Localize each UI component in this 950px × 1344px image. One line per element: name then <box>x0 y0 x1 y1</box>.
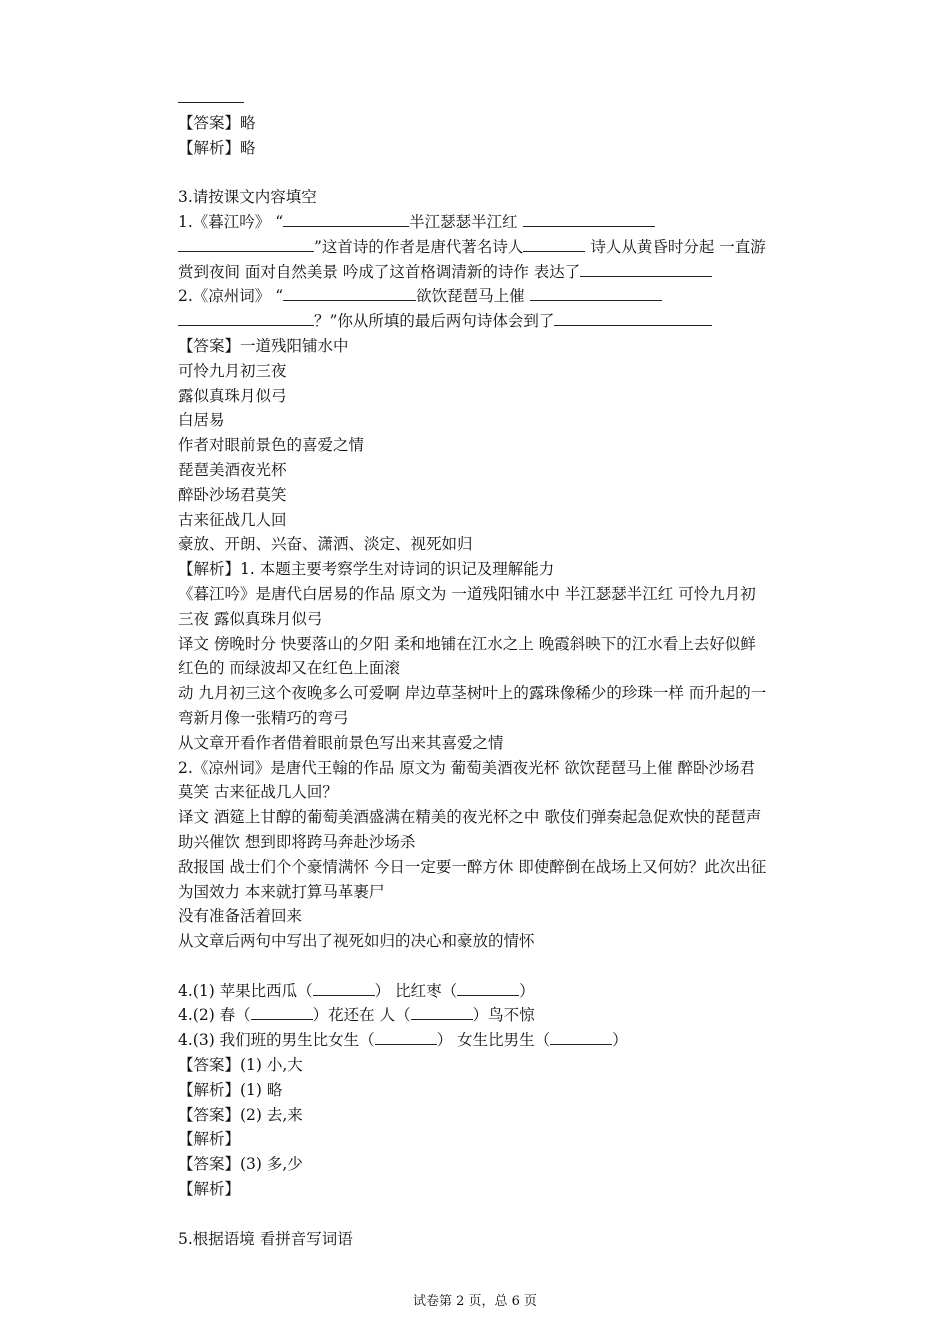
q4-line2: 4.(2) 春（ ）花还在 人（ ）鸟不惊 <box>178 1003 818 1028</box>
q4-item: 【答案】(1) 小,大 <box>178 1056 303 1075</box>
q3-analysis: 莫笑 古来征战几人回？ <box>178 783 338 802</box>
q3-line3: 赏到夜间 面对自然美景 吟成了这首格调清新的诗作 表达了 <box>178 260 818 285</box>
q3-answer: 白居易 <box>178 411 225 430</box>
document-page <box>178 86 818 1251</box>
q3-analysis: 助兴催饮 想到即将跨马奔赴沙场杀 <box>178 832 416 851</box>
q3-analysis: 译文 酒筵上甘醇的葡萄美酒盛满在精美的夜光杯之中 歌伎们弹奏起急促欢快的琵琶声 <box>178 808 762 827</box>
q3-analysis: 动 九月初三这个夜晚多么可爱啊 岸边草茎树叶上的露珠像稀少的珍珠一样 而升起的一 <box>178 684 767 703</box>
top-analysis: 【解析】略 <box>178 138 256 157</box>
q3-analysis: 2.《凉州词》是唐代王翰的作品 原文为 葡萄美酒夜光杯 欲饮琵琶马上催 醉卧沙场君 <box>178 758 755 777</box>
q3-analysis: 为国效力 本来就打算马革裹尸 <box>178 882 385 901</box>
q3-analysis: 红色的 而绿波却又在红色上面滚 <box>178 659 400 678</box>
q5-title: 5.根据语境 看拼音写词语 <box>178 1229 353 1248</box>
q3-analysis: 从文章开看作者借着眼前景色写出来其喜爱之情 <box>178 733 504 752</box>
q3-answer: 琵琶美酒夜光杯 <box>178 460 287 479</box>
q3-analysis: 从文章后两句中写出了视死如归的决心和豪放的情怀 <box>178 932 535 951</box>
q4-item: 【解析】(1) 略 <box>178 1080 283 1099</box>
q3-line1: 1.《暮江吟》 “ 半江瑟瑟半江红 <box>178 210 818 235</box>
q3-answer: 醉卧沙场君莫笑 <box>178 485 287 504</box>
page-footer: 试卷第 2 页，总 6 页 <box>412 1294 538 1309</box>
q3-answer: 可怜九月初三夜 <box>178 361 287 380</box>
q3-analysis: 【解析】1. 本题主要考察学生对诗词的识记及理解能力 <box>178 560 555 579</box>
q3-answer: 【答案】一道残阳铺水中 <box>178 336 349 355</box>
q3-line2: ”这首诗的作者是唐代著名诗人 诗人从黄昏时分起 一直游 <box>178 235 818 260</box>
q4-item: 【答案】(2) 去,来 <box>178 1105 303 1124</box>
answer-blank-line <box>178 86 818 111</box>
q3-title: 3.请按课文内容填空 <box>178 188 317 207</box>
q3-answer: 豪放、开朗、兴奋、潇洒、淡定、视死如归 <box>178 535 473 554</box>
q4-line3: 4.(3) 我们班的男生比女生（ ） 女生比男生（ ） <box>178 1028 818 1053</box>
q3-line4: 2.《凉州词》 “ 欲饮琵琶马上催 <box>178 284 818 309</box>
q3-answer: 作者对眼前景色的喜爱之情 <box>178 436 365 455</box>
q3-answer: 古来征战几人回 <box>178 510 287 529</box>
top-answer: 【答案】略 <box>178 113 256 132</box>
q3-analysis: 译文 傍晚时分 快要落山的夕阳 柔和地铺在江水之上 晚霞斜映下的江水看上去好似鲜 <box>178 634 756 653</box>
q3-analysis: 弯新月像一张精巧的弯弓 <box>178 708 349 727</box>
q4-item: 【答案】(3) 多,少 <box>178 1155 303 1174</box>
q3-line5: ？”你从所填的最后两句诗体会到了 <box>178 309 818 334</box>
q3-analysis: 敌报国 战士们个个豪情满怀 今日一定要一醉方休 即使醉倒在战场上又何妨？此次出征 <box>178 857 767 876</box>
q3-answer: 露似真珠月似弓 <box>178 386 287 405</box>
q4-line1: 4.(1) 苹果比西瓜（ ） 比红枣（ ） <box>178 979 818 1004</box>
q3-analysis: 没有准备活着回来 <box>178 907 303 926</box>
q3-analysis: 《暮江吟》是唐代白居易的作品 原文为 一道残阳铺水中 半江瑟瑟半江红 可怜九月初 <box>178 584 756 603</box>
q3-analysis: 三夜 露似真珠月似弓 <box>178 609 323 628</box>
q4-item: 【解析】 <box>178 1130 241 1149</box>
q4-item: 【解析】 <box>178 1180 241 1199</box>
